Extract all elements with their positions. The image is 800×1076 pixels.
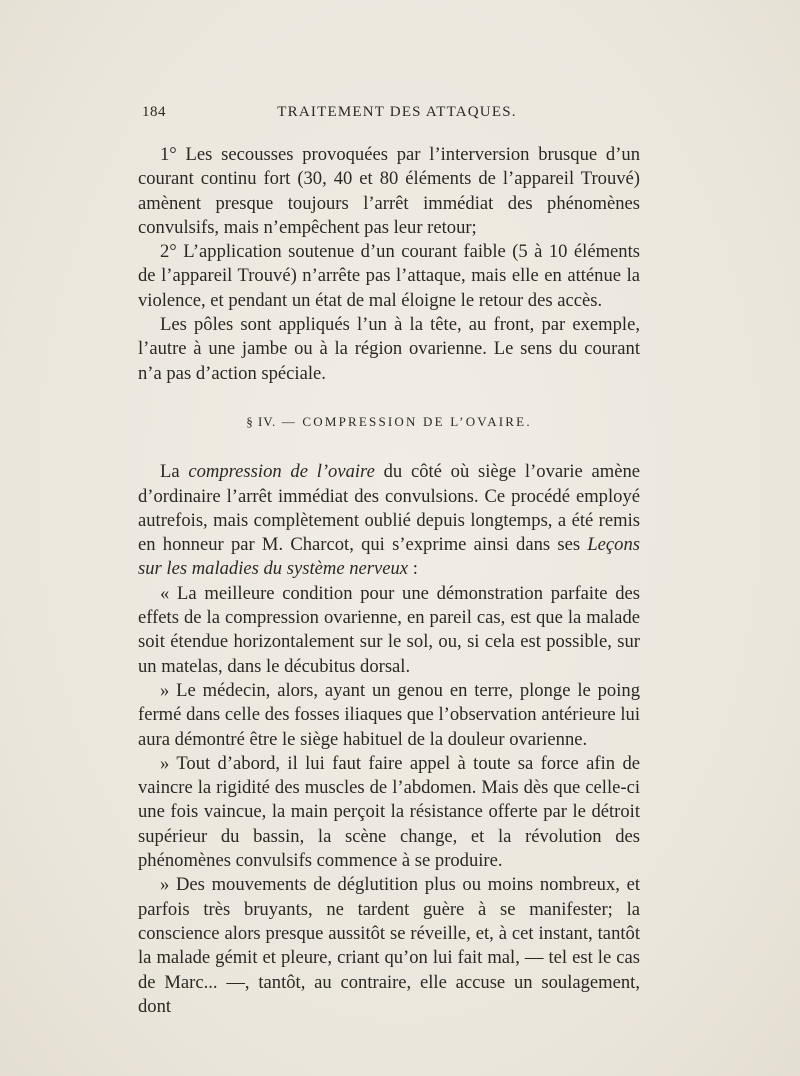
paragraph-6: » Le médecin, alors, ayant un genou en terre, plonge le poing fermé dans celle des fosses iliaques que l’observation antérieure lui aura démontré être le siège habituel de la douleur ovarienne.	[138, 679, 640, 750]
paragraph-7: » Tout d’abord, il lui faut faire appel à toute sa force afin de vaincre la rigidité des muscles de l’abdomen. Mais dès que celle-ci une fois vaincue, la main perçoit la résistance offerte par le détroit supérieur du bassin, la scène change, et la révolution des phénomènes convulsifs commence à se produire.	[138, 752, 640, 872]
paragraph-2: 2° L’application soutenue d’un courant faible (5 à 10 éléments de l’appareil Trouvé) n’arrête pas l’attaque, mais elle en atténue la violence, et pendant un état de mal éloigne le retour des accès.	[138, 241, 640, 311]
running-header	[142, 104, 652, 128]
paragraph-4-book-title: Leçons sur les maladies du système nerveux	[138, 534, 640, 580]
section-dash: —	[281, 413, 297, 429]
page-number: 184	[142, 104, 166, 120]
body-text	[138, 143, 640, 1019]
paragraph-5: « La meilleure condition pour une démonstration parfaite des effets de la compression ovarienne, en pareil cas, est que la malade soit étendue horizontalement sur le sol, ou, si cela est possible, sur un matelas, dans le décubitus dorsal.	[138, 582, 640, 677]
paragraph-8: » Des mouvements de déglutition plus ou moins nombreux, et parfois très bruyants, ne tardent guère à se manifester; la conscience alors presque aussitôt se réveille, et, à cet instant, tantôt la malade gémit et pleure, criant qu’on lui fait mal, — tel est le cas de Marc... —, tantôt, au contraire, elle accuse un soulagement, dont	[138, 874, 640, 1017]
section-heading	[138, 410, 640, 434]
paragraph-4	[138, 460, 640, 581]
paragraph-4-part-a: La	[160, 461, 189, 483]
paragraph-4-part-c: du côté où siège l’ovarie amène d’ordinaire l’arrêt immédiat des convulsions. Ce procédé employé autrefois, mais complètement oublié depuis longtemps, a été remis en honneur par M. Charcot, qui s’exprime ainsi dans ses	[138, 461, 641, 556]
running-title: TRAITEMENT DES ATTAQUES.	[277, 104, 517, 120]
paragraph-4-italic-term: compression de l’ovaire	[188, 461, 375, 483]
paragraph-4-part-e: :	[408, 558, 418, 580]
section-title: COMPRESSION DE L’OVAIRE.	[302, 413, 532, 429]
paragraph-1: 1° Les secousses provoquées par l’interversion brusque d’un courant continu fort (30, 40 et 80 éléments de l’appareil Trouvé) amènent presque toujours l’arrêt immédiat des phénomènes convulsifs, mais n’empêchent pas leur retour;	[138, 144, 640, 238]
paragraph-3: Les pôles sont appliqués l’un à la tête, au front, par exemple, l’autre à une jambe ou à la région ovarienne. Le sens du courant n’a pas d’action spéciale.	[138, 314, 640, 384]
section-number: § IV.	[246, 413, 277, 429]
